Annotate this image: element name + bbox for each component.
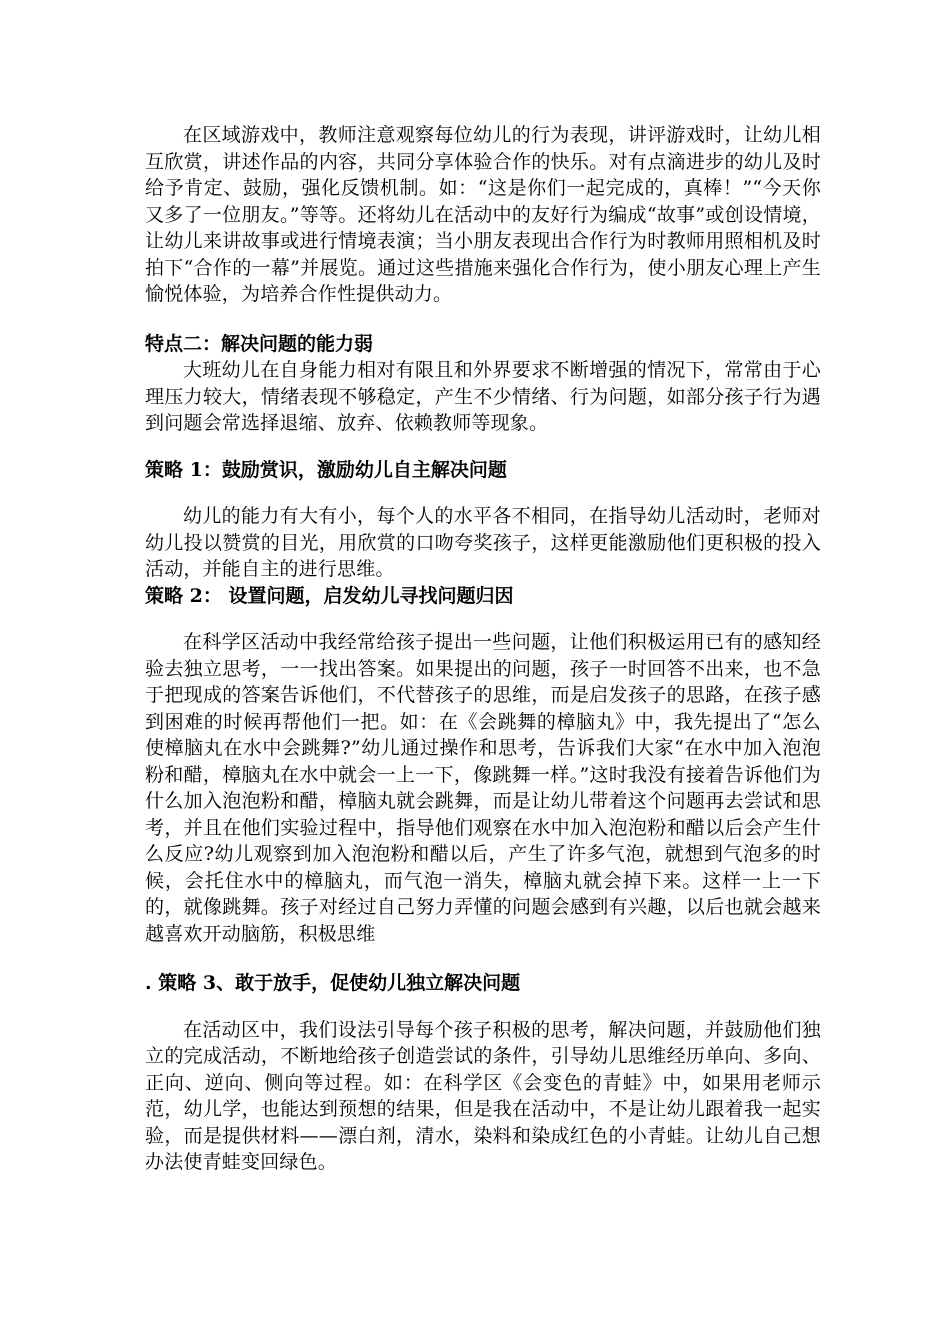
document-page bbox=[145, 122, 821, 1176]
heading-strategy-1: 策略 1：鼓励赏识，激励幼儿自主解决问题 bbox=[145, 458, 507, 481]
spacer bbox=[145, 437, 821, 457]
spacer bbox=[145, 997, 821, 1017]
heading-feature-two: 特点二：解决问题的能力弱 bbox=[145, 332, 374, 355]
spacer bbox=[145, 483, 821, 503]
heading-strategy-3: . 策略 3、敢于放手，促使幼儿独立解决问题 bbox=[145, 972, 521, 994]
spacer bbox=[145, 609, 821, 629]
paragraph-cooperation-reinforcement: 在区域游戏中，教师注意观察每位幼儿的行为表现，讲评游戏时，让幼儿相互欣赏，讲述作品的内容，共同分享体验合作的快乐。对有点滴进步的幼儿及时给予肯定、鼓励，强化反馈机制。如：“这是你们一起完成的，真棒！”“今天你又多了一位朋友。”等等。还将幼儿在活动中的友好行为编成“故事”或创设情境，让幼儿来讲故事或进行情境表演；当小朋友表现出合作行为时教师用照相机及时拍下“合作的一幕”并展览。通过这些措施来强化合作行为，使小朋友心理上产生愉悦体验，为培养合作性提供动力。 bbox=[145, 124, 821, 305]
paragraph-strategy-1: 幼儿的能力有大有小，每个人的水平各不相同，在指导幼儿活动时，老师对幼儿投以赞赏的目光，用欣赏的口吻夸奖孩子，这样更能激励他们更积极的投入活动，并能自主的进行思维。 bbox=[145, 505, 821, 580]
spacer bbox=[145, 947, 821, 970]
spacer bbox=[145, 308, 821, 331]
heading-strategy-2: 策略 2： 设置问题，启发幼儿寻找问题归因 bbox=[145, 584, 514, 607]
paragraph-strategy-2: 在科学区活动中我经常给孩子提出一些问题，让他们积极运用已有的感知经验去独立思考，一一找出答案。如果提出的问题，孩子一时回答不出来，也不急于把现成的答案告诉他们，不代替孩子的思维，而是启发孩子的思路，在孩子感到困难的时候再帮他们一把。如：在《会跳舞的樟脑丸》中，我先提出了“怎么使樟脑丸在水中会跳舞?”幼儿通过操作和思考，告诉我们大家“在水中加入泡泡粉和醋，樟脑丸在水中就会一上一下，像跳舞一样。”这时我没有接着告诉他们为什么加入泡泡粉和醋，樟脑丸就会跳舞，而是让幼儿带着这个问题再去尝试和思考，并且在他们实验过程中，指导他们观察在水中加入泡泡粉和醋以后会产生什么反应?幼儿观察到加入泡泡粉和醋以后，产生了许多气泡，就想到气泡多的时候，会托住水中的樟脑丸，而气泡一消失，樟脑丸就会掉下来。这样一上一下的，就像跳舞。孩子对经过自己努力弄懂的问题会感到有兴趣，以后也就会越来越喜欢开动脑筋，积极思维 bbox=[145, 631, 821, 945]
paragraph-strategy-3: 在活动区中，我们设法引导每个孩子积极的思考，解决问题，并鼓励他们独立的完成活动，不断地给孩子创造尝试的条件，引导幼儿思维经历单向、多向、正向、逆向、侧向等过程。如：在科学区《会变色的青蛙》中，如果用老师示范，幼儿学，也能达到预想的结果，但是我在活动中，不是让幼儿跟着我一起实验，而是提供材料——漂白剂，清水，染料和染成红色的小青蛙。让幼儿自己想办法使青蛙变回绿色。 bbox=[145, 1018, 821, 1173]
paragraph-problem-solving-weakness: 大班幼儿在自身能力相对有限且和外界要求不断增强的情况下，常常由于心理压力较大，情绪表现不够稳定，产生不少情绪、行为问题，如部分孩子行为遇到问题会常选择退缩、放弃、依赖教师等现象。 bbox=[145, 359, 821, 434]
